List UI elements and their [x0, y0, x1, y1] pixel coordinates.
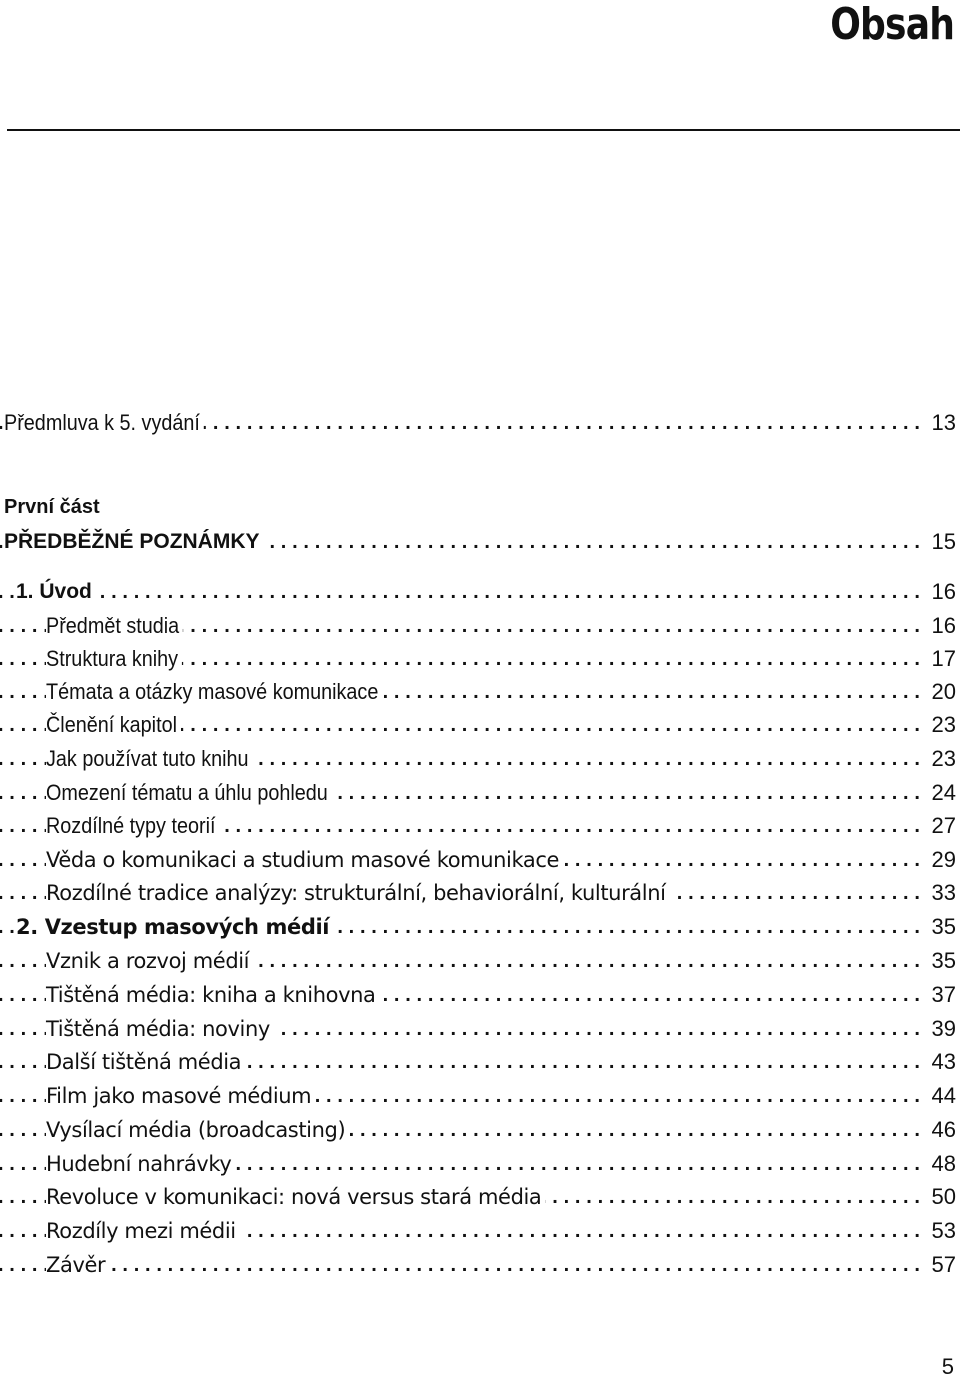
toc-entry-page: 35: [931, 914, 956, 939]
toc-entry-page: 43: [931, 1049, 956, 1074]
toc-entry-page: 16: [931, 613, 956, 638]
toc-entry-section[interactable]: [0, 1079, 960, 1113]
toc-entry-label: Film jako masové médium: [46, 1079, 315, 1113]
toc-entry-page: 46: [931, 1117, 956, 1142]
toc-entry-section[interactable]: [0, 1045, 960, 1079]
toc-entry-section[interactable]: [0, 809, 960, 843]
toc-entry-section[interactable]: [0, 675, 960, 709]
toc-entry-page: 44: [931, 1083, 956, 1108]
toc-entry-chapter[interactable]: [0, 910, 960, 944]
toc-entry-label: Omezení tématu a úhlu pohledu: [46, 776, 331, 810]
toc-entry-section[interactable]: [0, 776, 960, 810]
dot-leader: [0, 575, 920, 609]
toc-entry-page: 33: [931, 880, 956, 905]
toc-entry-label: Rozdílné typy teorií: [46, 809, 219, 843]
toc-entry-label: Rozdíly mezi médii: [46, 1214, 240, 1248]
toc-entry-section[interactable]: [0, 1012, 960, 1046]
toc-entry-label: 2. Vzestup masových médií: [16, 910, 333, 944]
dot-leader: [0, 1248, 920, 1282]
toc-entry-label: Jak používat tuto knihu: [46, 742, 252, 776]
toc-entry-page: 17: [931, 646, 956, 671]
toc-entry-label: Hudební nahrávky: [46, 1147, 235, 1181]
toc-entry-section[interactable]: [0, 1113, 960, 1147]
toc-entry-label: Věda o komunikaci a studium masové komunikace: [46, 843, 563, 877]
toc-entry-page: 15: [931, 529, 956, 554]
toc-entry-label: 1. Úvod: [16, 575, 96, 609]
toc-entry-section[interactable]: [0, 843, 960, 877]
toc-entry-page: 13: [931, 410, 956, 435]
toc-entry-label: PŘEDBĚŽNÉ POZNÁMKY: [4, 525, 264, 559]
toc-entry-label: Témata a otázky masové komunikace: [46, 675, 382, 709]
toc-entry-section[interactable]: [0, 876, 960, 910]
toc-entry-page: 23: [931, 712, 956, 737]
toc-entry-label: Předmluva k 5. vydání: [4, 406, 204, 440]
toc-entry-section[interactable]: [0, 978, 960, 1012]
toc-entry-preface[interactable]: [0, 406, 960, 440]
toc-entry-label: Tištěná média: noviny: [46, 1012, 274, 1046]
toc-entry-section[interactable]: [0, 742, 960, 776]
toc-entry-page: 37: [931, 982, 956, 1007]
toc-entry-page: 53: [931, 1218, 956, 1243]
toc-entry-page: 39: [931, 1016, 956, 1041]
toc-entry-page: 27: [931, 813, 956, 838]
toc-entry-page: 35: [931, 948, 956, 973]
toc-entry-label: Další tištěná média: [46, 1045, 245, 1079]
toc-entry-chapter[interactable]: [0, 575, 960, 609]
footer-page-number: 5: [941, 1354, 954, 1379]
toc-entry-page: 29: [931, 847, 956, 872]
toc-entry-page: 23: [931, 746, 956, 771]
toc-entry-page: 50: [931, 1184, 956, 1209]
toc-entry-label: Předmět studia: [46, 609, 183, 643]
toc-entry-page: 16: [931, 579, 956, 604]
toc-entry-label: Tištěná média: kniha a knihovna: [46, 978, 380, 1012]
page-header-title: Obsah: [830, 0, 954, 50]
toc-entry-section[interactable]: [0, 708, 960, 742]
toc-entry-label: Členění kapitol: [46, 708, 181, 742]
toc-entry-section[interactable]: [0, 642, 960, 676]
toc-entry-section[interactable]: [0, 1248, 960, 1282]
toc-entry-page: 20: [931, 679, 956, 704]
toc-entry-section[interactable]: [0, 944, 960, 978]
toc-entry-label: Závěr: [46, 1248, 109, 1282]
toc-entry-section[interactable]: [0, 1214, 960, 1248]
toc-entry-label: Rozdílné tradice analýzy: strukturální, behaviorální, kulturální: [46, 876, 670, 910]
toc-entry-label: Revoluce v komunikaci: nová versus stará média: [46, 1180, 545, 1214]
toc-entry-label: Vznik a rozvoj médií: [46, 944, 253, 978]
toc-entry-section[interactable]: [0, 1147, 960, 1181]
toc-entry-page: 24: [931, 780, 956, 805]
toc-entry-page: 48: [931, 1151, 956, 1176]
part-label: První část: [4, 496, 100, 518]
toc-entry-label: Struktura knihy: [46, 642, 182, 676]
toc-entry-part-title[interactable]: [0, 525, 960, 559]
toc-entry-section[interactable]: [0, 609, 960, 643]
toc-entry-section[interactable]: [0, 1180, 960, 1214]
toc-entry-page: 57: [931, 1252, 956, 1277]
toc-entry-label: Vysílací média (broadcasting): [46, 1113, 349, 1147]
